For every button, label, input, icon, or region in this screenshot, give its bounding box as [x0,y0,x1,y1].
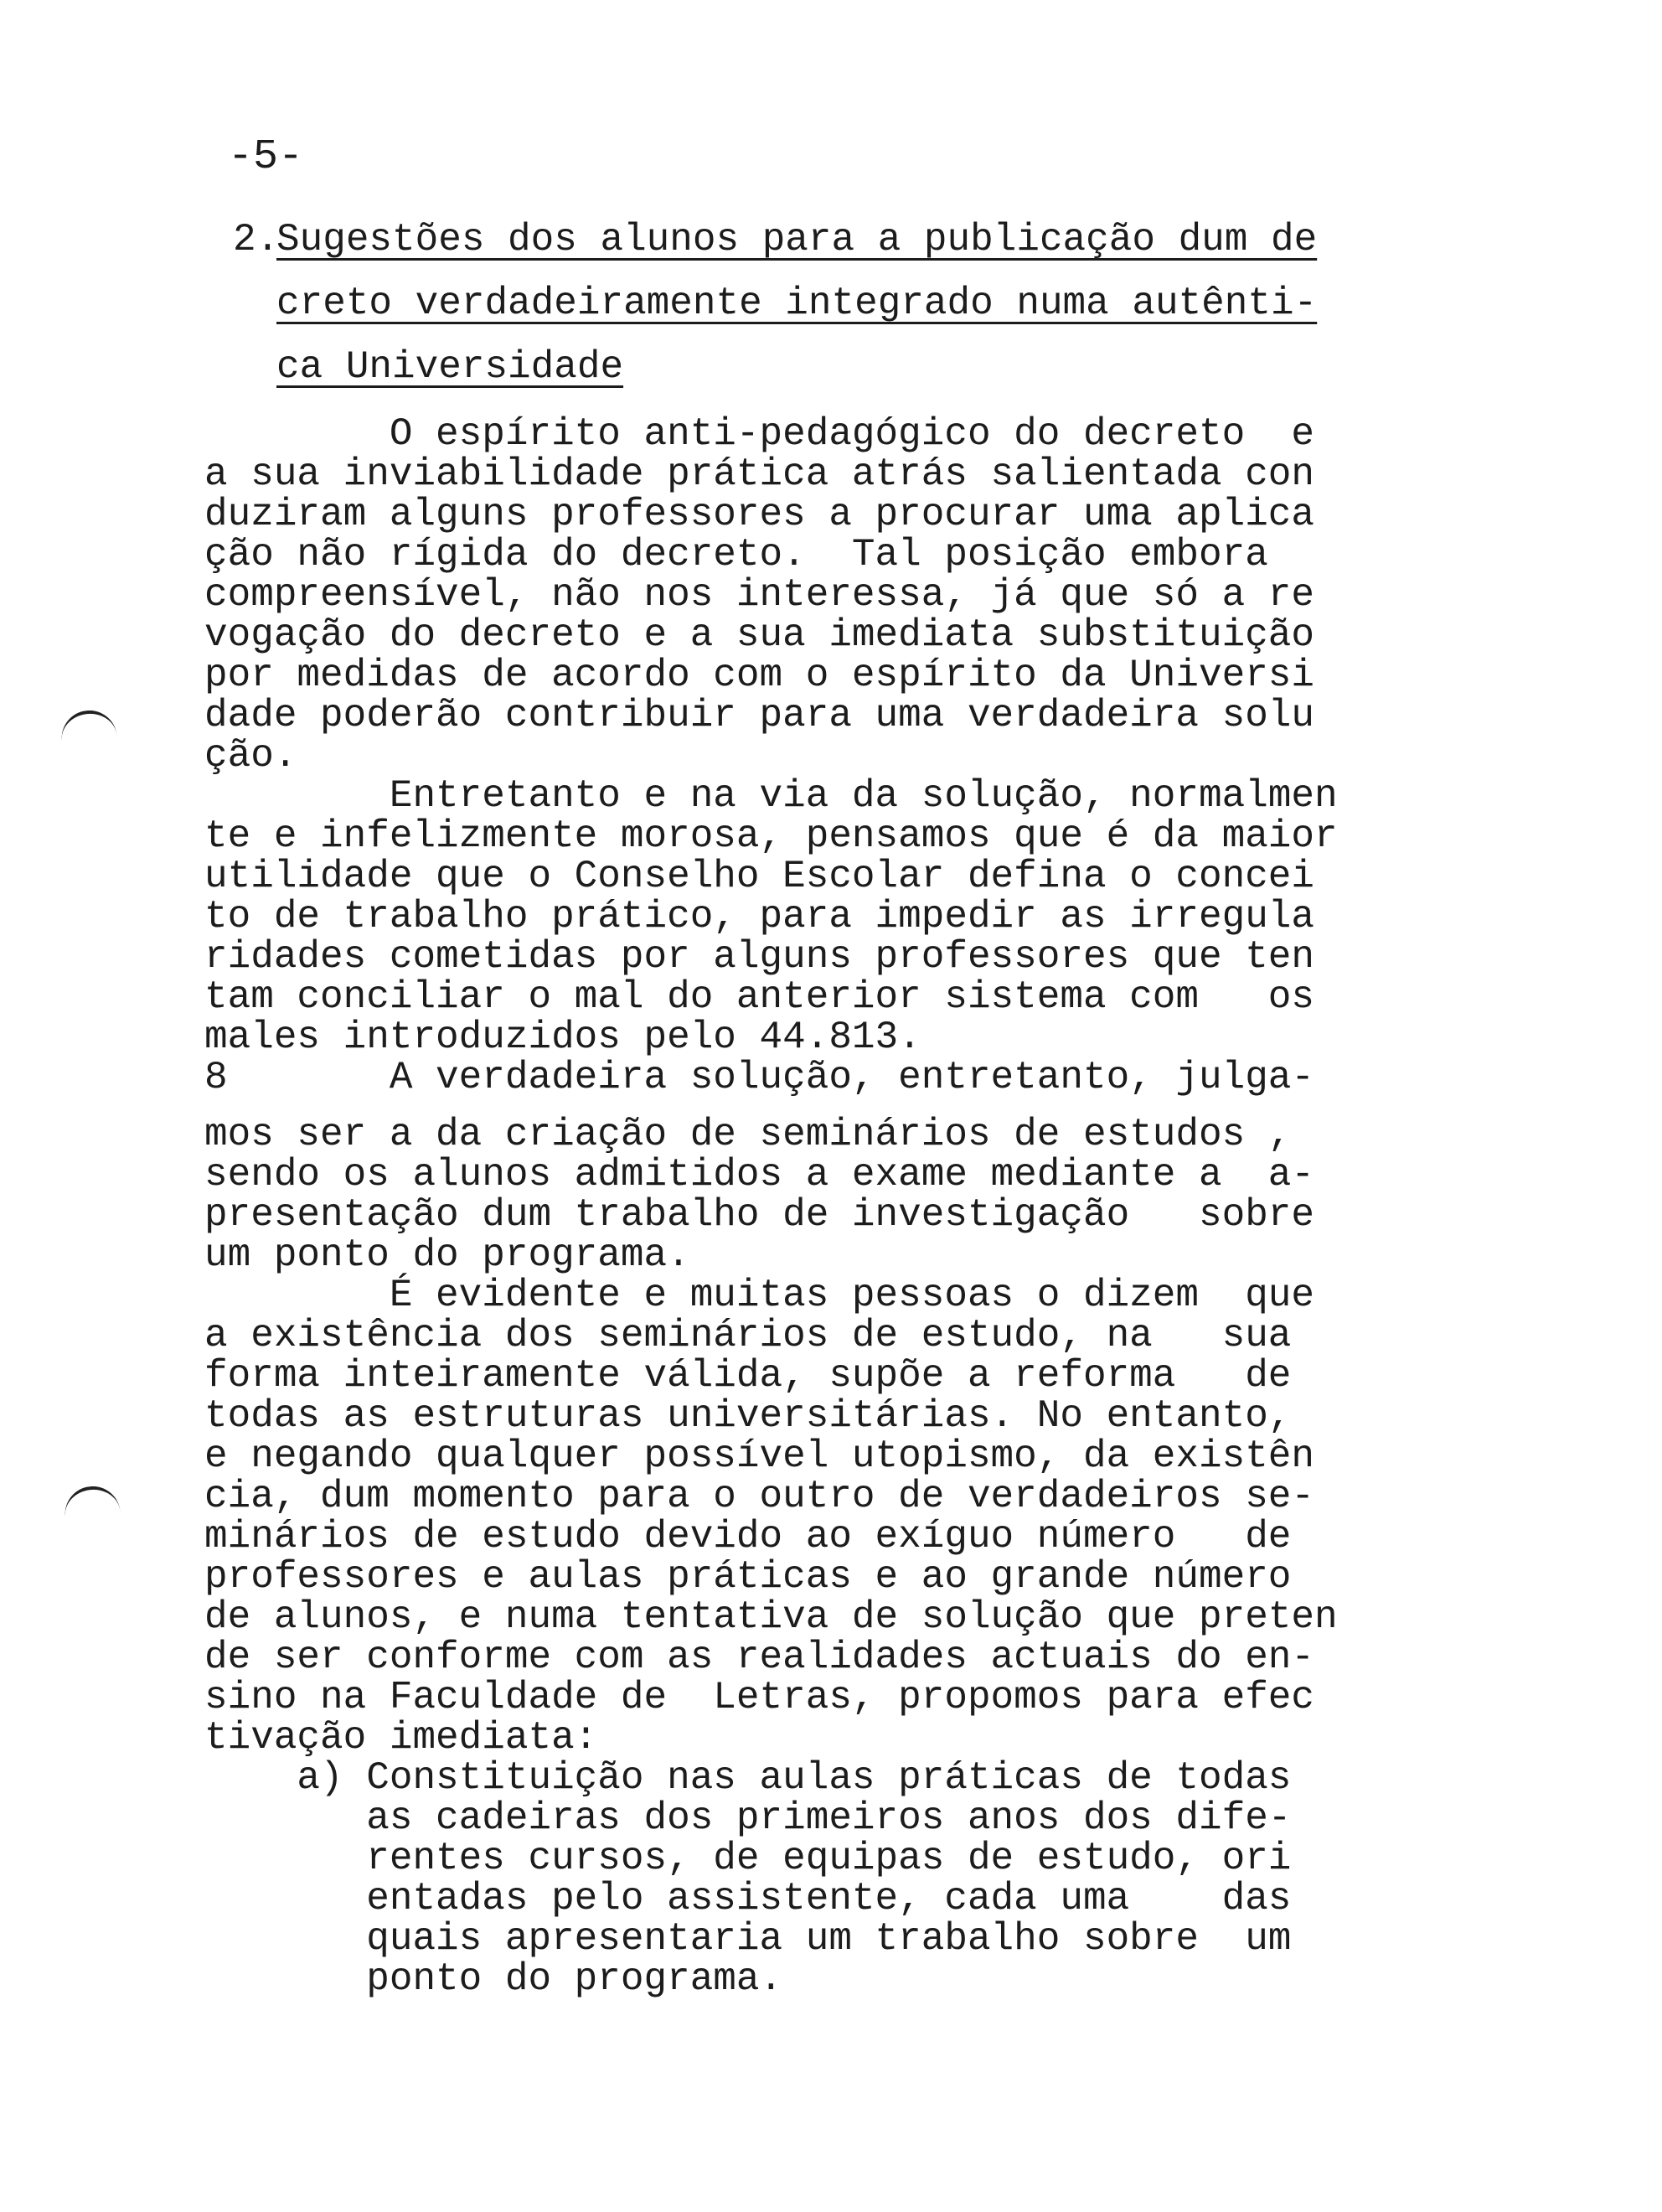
body-line: dade poderão contribuir para uma verdadeira solu [204,694,1315,737]
body-line: O espírito anti-pedagógico do decreto e [204,412,1315,456]
body-line: de alunos, e numa tentativa de solução que preten [204,1595,1338,1639]
body-line: te e infelizmente morosa, pensamos que é da maior [204,814,1338,858]
section-title-line-3: ca Universidade [276,345,624,389]
body-line: as cadeiras dos primeiros anos dos dife- [204,1796,1292,1840]
body-line: quais apresentaria um trabalho sobre um [204,1917,1292,1961]
body-line: entadas pelo assistente, cada uma das [204,1877,1292,1920]
body-line: a) Constituição nas aulas práticas de todas [204,1756,1292,1800]
section-title-line-2: creto verdadeiramente integrado numa autênti- [276,282,1318,325]
body-line: professores e aulas práticas e ao grande número [204,1555,1292,1599]
body-line: cia, dum momento para o outro de verdadeiros se- [204,1475,1315,1518]
body-line: ponto do programa. [204,1957,783,2001]
body-line: e negando qualquer possível utopismo, da existên [204,1434,1315,1478]
body-line: sendo os alunos admitidos a exame mediante a a- [204,1153,1315,1196]
binding-hole-mark [59,708,116,742]
body-line: ção não rígida do decreto. Tal posição embora [204,533,1268,576]
body-line: tivação imediata: [204,1716,598,1760]
body-line: É evidente e muitas pessoas o dizem que [204,1274,1315,1317]
body-line: utilidade que o Conselho Escolar defina o concei [204,855,1315,898]
body-line: todas as estruturas universitárias. No entanto, [204,1394,1292,1438]
body-line: ridades cometidas por alguns professores que ten [204,935,1315,979]
body-line: minários de estudo devido ao exíguo número de [204,1515,1292,1558]
body-line: ção. [204,734,297,778]
body-line: um ponto do programa. [204,1233,690,1277]
body-line: males introduzidos pelo 44.813. [204,1016,921,1059]
body-line: a existência dos seminários de estudo, na sua [204,1314,1292,1357]
page-number: -5- [228,133,304,181]
body-line: Entretanto e na via da solução, normalmen [204,774,1338,818]
body-line: vogação do decreto e a sua imediata substituição [204,613,1315,657]
body-line: 8 A verdadeira solução, entretanto, julga- [204,1056,1315,1099]
body-line: presentação dum trabalho de investigação sobre [204,1193,1315,1237]
section-title-line-1: Sugestões dos alunos para a publicação dum de [276,218,1318,261]
section-number: 2. [233,218,280,261]
body-line: to de trabalho prático, para impedir as irregula [204,895,1315,938]
body-line: tam conciliar o mal do anterior sistema com os [204,975,1315,1019]
body-line: por medidas de acordo com o espírito da Universi [204,654,1315,697]
body-line: de ser conforme com as realidades actuais do en- [204,1636,1315,1679]
body-line: a sua inviabilidade prática atrás salientada con [204,452,1315,496]
binding-hole-mark [62,1484,120,1518]
body-line: mos ser a da criação de seminários de estudos , [204,1113,1292,1156]
body-line: compreensível, não nos interessa, já que só a re [204,573,1315,617]
body-line: forma inteiramente válida, supõe a reforma de [204,1354,1292,1398]
body-line: rentes cursos, de equipas de estudo, ori [204,1837,1292,1880]
body-line: duziram alguns professores a procurar uma aplica [204,493,1315,536]
body-line: sino na Faculdade de Letras, propomos para efec [204,1676,1315,1719]
